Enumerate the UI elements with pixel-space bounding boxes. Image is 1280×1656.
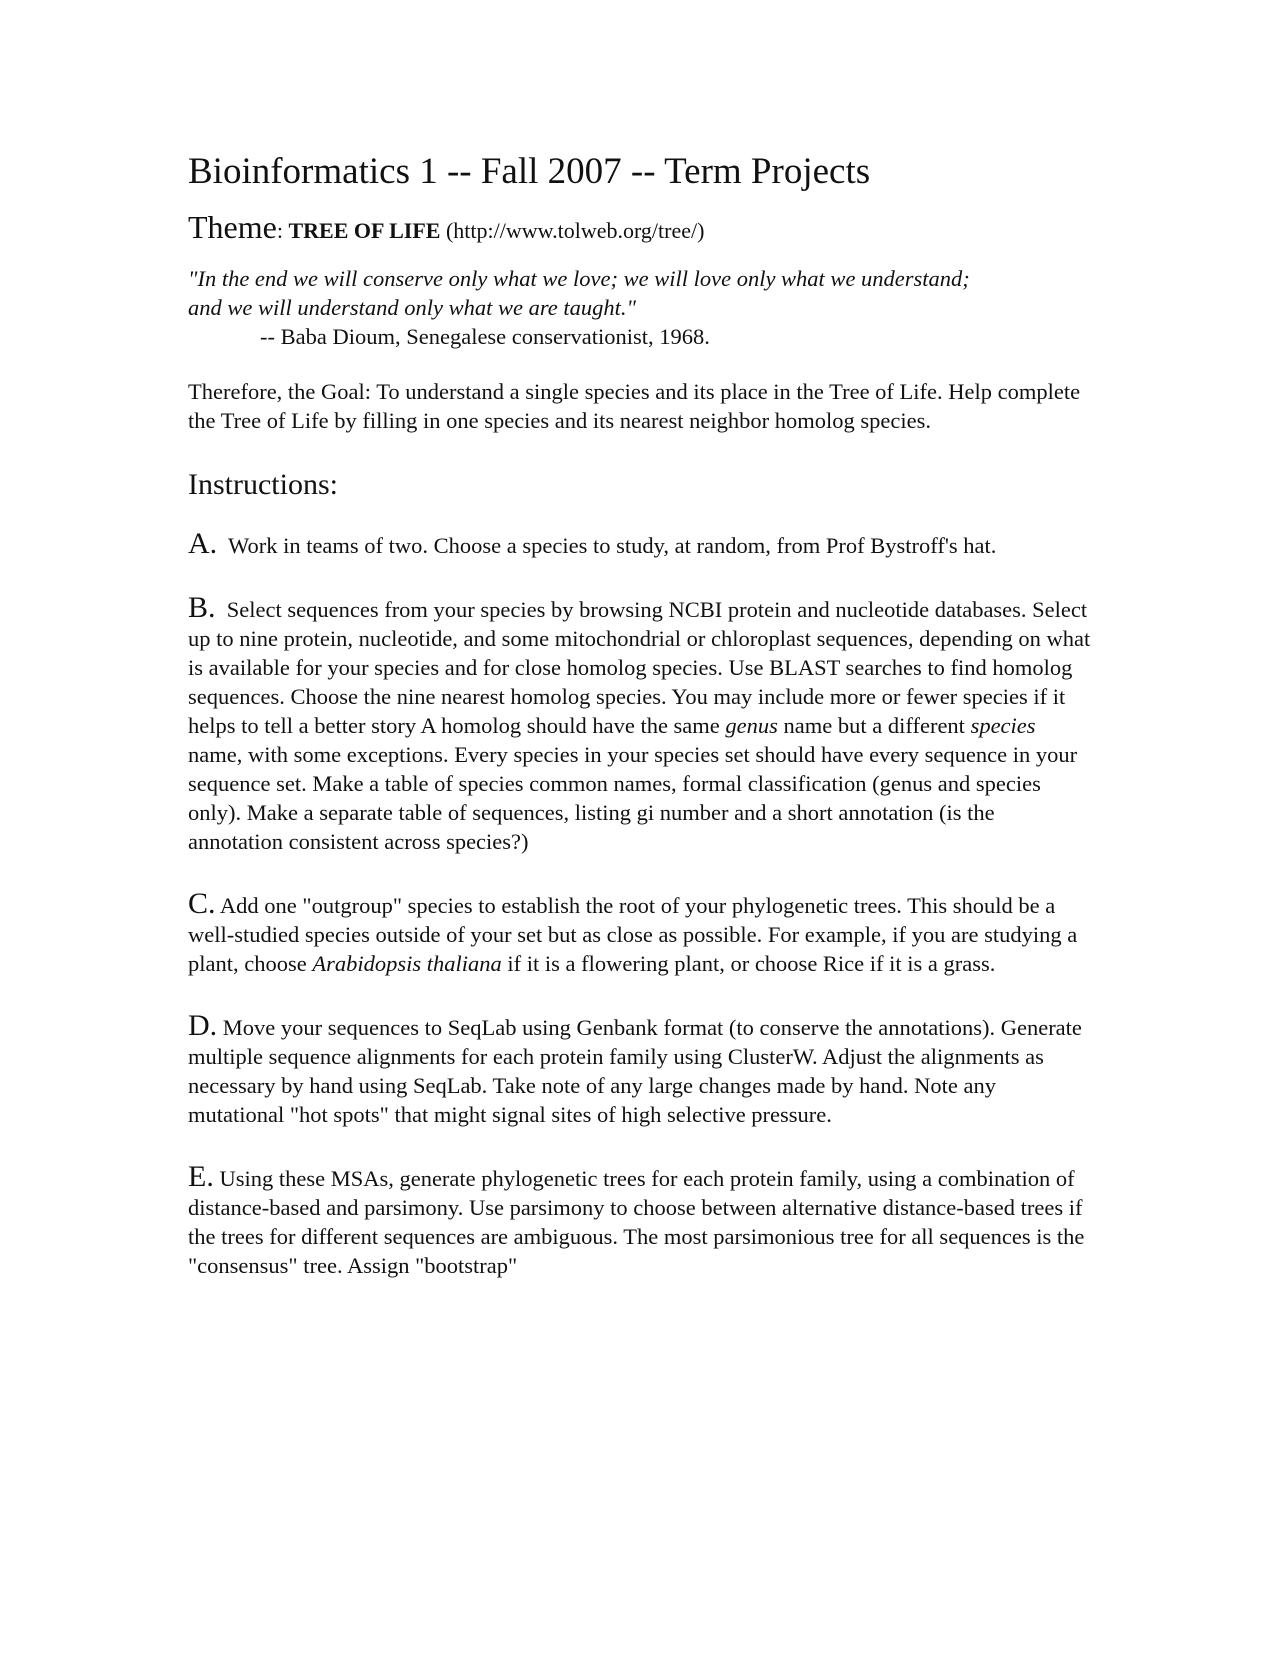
theme-label: Theme bbox=[188, 209, 277, 245]
item-a-letter: A. bbox=[188, 527, 218, 560]
item-b-text-1: Select sequences from your species by browsing NCBI protein and nucleotide databases. Select up to nine protein, nucleotide, and some mitochondrial or chloroplast sequences, depending on what is available for your species and for close homolog species. Use BLAST searches to find homolog sequences. Choose the nine nearest homolog species. You may include more or fewer species if it helps to tell a better story A homolog should have the same bbox=[188, 597, 1091, 738]
instruction-item-b bbox=[188, 593, 1093, 856]
instruction-item-e bbox=[188, 1162, 1093, 1280]
instruction-item-d bbox=[188, 1011, 1093, 1129]
instructions-heading: Instructions: bbox=[188, 468, 338, 501]
goal-paragraph: Therefore, the Goal: To understand a single species and its place in the Tree of Life. Help complete the Tree of Life by filling in one species and its nearest neighbor homolog species. bbox=[188, 379, 1081, 433]
theme-colon: : bbox=[276, 218, 289, 243]
document-page bbox=[188, 148, 1093, 1313]
item-c-text-1: Add one "outgroup" species to establish the root of your phylogenetic trees. This should be a well-studied species outside of your set but as close as possible. For example, if you are studying a plant, choose bbox=[188, 893, 1078, 976]
instruction-item-a bbox=[188, 529, 1093, 560]
instruction-item-c bbox=[188, 889, 1093, 978]
item-b-text-2: name but a different bbox=[777, 713, 971, 738]
item-d-text: Move your sequences to SeqLab using Genbank format (to conserve the annotations). Generate multiple sequence alignments for each protein family using ClusterW. Adjust the alignments as necessary by hand using SeqLab. Take note of any large changes made by hand. Note any mutational "hot spots" that might signal sites of high selective pressure. bbox=[188, 1015, 1082, 1127]
quote-line-1: "In the end we will conserve only what we love; we will love only what we understand; bbox=[188, 266, 970, 291]
item-e-text: Using these MSAs, generate phylogenetic trees for each protein family, using a combination of distance-based and parsimony. Use parsimony to choose between alternative distance-based trees if the trees for different sequences are ambiguous. The most parsimonious tree for all sequences is the "consensus" tree. Assign "bootstrap" bbox=[188, 1166, 1085, 1278]
item-b-genus: genus bbox=[725, 713, 778, 738]
item-d-letter: D. bbox=[188, 1009, 218, 1042]
quote-line-2: and we will understand only what we are taught." bbox=[188, 295, 636, 320]
item-c-species-name: Arabidopsis thaliana bbox=[312, 951, 502, 976]
item-b-text-3: name, with some exceptions. Every species in your species set should have every sequence in your sequence set. Make a table of species common names, formal classification (genus and species only). Make a separate table of sequences, listing gi number and a short annotation (is the annotation consistent across species?) bbox=[188, 742, 1078, 854]
theme-line bbox=[188, 209, 1093, 246]
item-b-letter: B. bbox=[188, 591, 216, 624]
item-e-letter: E. bbox=[188, 1160, 214, 1193]
page-title: Bioinformatics 1 -- Fall 2007 -- Term Projects bbox=[188, 151, 871, 192]
quote-attribution: -- Baba Dioum, Senegalese conservationist, 1968. bbox=[260, 324, 710, 349]
item-c-letter: C. bbox=[188, 887, 216, 920]
item-c-text-2: if it is a flowering plant, or choose Rice if it is a grass. bbox=[501, 951, 996, 976]
item-b-species: species bbox=[970, 713, 1036, 738]
theme-url: (http://www.tolweb.org/tree/) bbox=[440, 218, 705, 243]
item-a-text: Work in teams of two. Choose a species to study, at random, from Prof Bystroff's hat. bbox=[228, 533, 997, 558]
theme-name: TREE OF LIFE bbox=[288, 218, 441, 243]
